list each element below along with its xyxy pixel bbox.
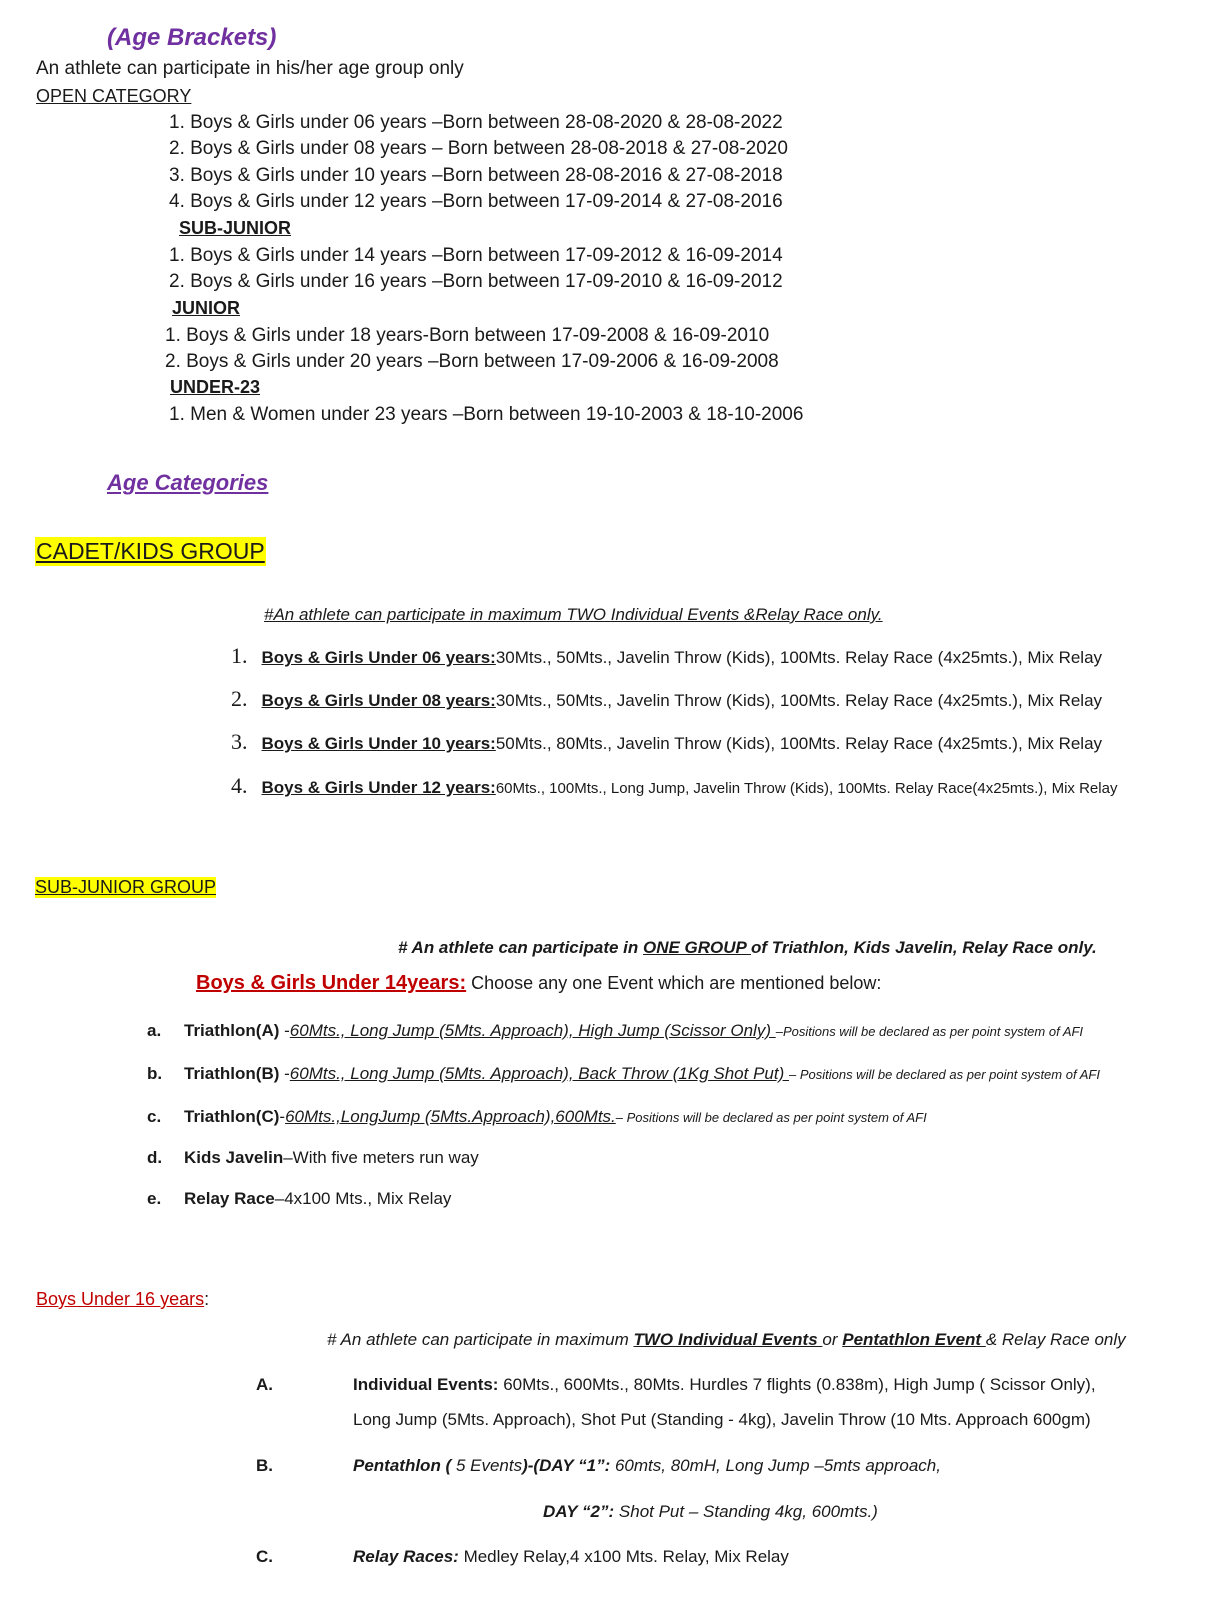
cadet-note: #An athlete can participate in maximum TWO Individual Events &Relay Race only.: [264, 605, 883, 624]
individual-events-line: [353, 1375, 1096, 1395]
note-suffix: & Relay Race only: [985, 1330, 1126, 1349]
relay-race-option: [147, 1189, 451, 1209]
option-name: Triathlon(A): [184, 1021, 280, 1040]
pentathlon-day2-text: Shot Put – Standing 4kg, 600mts.): [614, 1502, 878, 1521]
triathlon-option: [147, 1021, 1083, 1041]
u14-text: Choose any one Event which are mentioned below:: [466, 973, 882, 993]
pentathlon-day2-line: [543, 1502, 878, 1522]
boys-u16-title: Boys Under 16 years: [36, 1289, 205, 1309]
item-events: 30Mts., 50Mts., Javelin Throw (Kids), 100Mts. Relay Race (4x25mts.), Mix Relay: [495, 648, 1103, 667]
triathlon-option: [147, 1107, 927, 1127]
pentathlon-title: Pentathlon (: [353, 1456, 452, 1475]
item-group: Boys & Girls Under 08 years:: [261, 691, 496, 710]
note-or: or: [822, 1330, 843, 1349]
option-tail: – Positions will be declared as per point system of AFI: [788, 1067, 1100, 1082]
option-sep: -: [279, 1064, 290, 1083]
item-letter: C.: [256, 1547, 273, 1566]
option-events: 60Mts., Long Jump (5Mts. Approach), Back Throw (1Kg Shot Put): [289, 1064, 789, 1083]
age-brackets-intro: An athlete can participate in his/her age group only: [36, 58, 464, 79]
open-item: 1. Boys & Girls under 06 years –Born between 28-08-2020 & 28-08-2022: [169, 112, 783, 133]
boys-u16-note: [327, 1330, 1126, 1350]
subjunior-label: SUB-JUNIOR: [179, 218, 292, 238]
item-number: 2.: [231, 686, 248, 711]
under23-item: 1. Men & Women under 23 years –Born between 19-10-2003 & 18-10-2006: [169, 404, 804, 425]
pentathlon-day2-label: DAY “2”:: [543, 1502, 615, 1521]
note-prefix: # An athlete can participate in maximum: [327, 1330, 634, 1349]
option-events: 60Mts., Long Jump (5Mts. Approach), High Jump (Scissor Only): [289, 1021, 776, 1040]
u14-label: Boys & Girls Under 14years:: [196, 972, 467, 994]
option-name: Triathlon(B): [184, 1064, 280, 1083]
item-events: 30Mts., 50Mts., Javelin Throw (Kids), 100Mts. Relay Race (4x25mts.), Mix Relay: [495, 691, 1103, 710]
note-two-individual: TWO Individual Events: [633, 1330, 823, 1349]
junior-item: 1. Boys & Girls under 18 years-Born between 17-09-2008 & 16-09-2010: [165, 325, 770, 346]
option-sep: -: [279, 1107, 286, 1126]
junior-label: JUNIOR: [172, 298, 241, 318]
option-letter: d.: [147, 1148, 163, 1167]
pentathlon-day1-text: 60mts, 80mH, Long Jump –5mts approach,: [610, 1456, 941, 1475]
option-letter: b.: [147, 1064, 163, 1083]
option-name: Kids Javelin: [184, 1148, 284, 1167]
open-item: 3. Boys & Girls under 10 years –Born between 28-08-2016 & 27-08-2018: [169, 165, 783, 186]
under23-label: UNDER-23: [170, 377, 261, 397]
option-sep: -: [279, 1021, 290, 1040]
option-tail: –With five meters run way: [283, 1148, 479, 1167]
open-item: 4. Boys & Girls under 12 years –Born between 17-09-2014 & 27-08-2016: [169, 191, 783, 212]
item-group: Boys & Girls Under 12 years:: [261, 778, 496, 797]
age-categories-heading: Age Categories: [107, 470, 269, 495]
item-events: 50Mts., 80Mts., Javelin Throw (Kids), 100Mts. Relay Race (4x25mts.), Mix Relay: [495, 734, 1103, 753]
note-pentathlon: Pentathlon Event: [842, 1330, 986, 1349]
item-number: 4.: [231, 773, 248, 798]
individual-events-text: 60Mts., 600Mts., 80Mts. Hurdles 7 flights (0.838m), High Jump ( Scissor Only),: [498, 1375, 1096, 1394]
open-category-label: OPEN CATEGORY: [36, 86, 192, 106]
relay-races-line: [353, 1547, 789, 1567]
note-group: ONE GROUP: [643, 938, 751, 957]
option-letter: e.: [147, 1189, 162, 1208]
pentathlon-line: [353, 1456, 941, 1476]
option-letter: a.: [147, 1021, 162, 1040]
relay-races-text: Medley Relay,4 x100 Mts. Relay, Mix Relay: [458, 1547, 789, 1566]
individual-events-title: Individual Events:: [353, 1375, 499, 1394]
kids-javelin-option: [147, 1148, 479, 1168]
option-letter: c.: [147, 1107, 162, 1126]
relay-races-title: Relay Races:: [353, 1547, 459, 1566]
option-events: 60Mts.,LongJump (5Mts.Approach),600Mts.: [285, 1107, 616, 1126]
subjunior-note: [398, 938, 1097, 958]
option-tail: – Positions will be declared as per point system of AFI: [615, 1110, 927, 1125]
item-events: 60Mts., 100Mts., Long Jump, Javelin Throw (Kids), 100Mts. Relay Race(4x25mts.), Mix Relay: [495, 780, 1118, 797]
triathlon-option: [147, 1064, 1100, 1084]
subjunior-item: 1. Boys & Girls under 14 years –Born between 17-09-2012 & 16-09-2014: [169, 245, 783, 266]
item-group: Boys & Girls Under 06 years:: [261, 648, 496, 667]
pentathlon-day1-label: )-(DAY “1”:: [522, 1456, 611, 1475]
cadet-group-label: CADET/KIDS GROUP: [36, 538, 265, 564]
junior-item: 2. Boys & Girls under 20 years –Born between 17-09-2006 & 16-09-2008: [165, 351, 779, 372]
u14-line: [196, 972, 881, 995]
boys-u16-colon: :: [204, 1289, 210, 1309]
subjunior-group-label: SUB-JUNIOR GROUP: [35, 877, 217, 897]
item-number: 1.: [231, 643, 248, 668]
option-name: Relay Race: [184, 1189, 275, 1208]
pentathlon-events-count: 5 Events: [451, 1456, 523, 1475]
cadet-item: [231, 773, 1117, 799]
option-name: Triathlon(C): [184, 1107, 280, 1126]
item-letter: B.: [256, 1456, 273, 1475]
option-tail: –Positions will be declared as per point system of AFI: [775, 1024, 1084, 1039]
note-suffix: of Triathlon, Kids Javelin, Relay Race only.: [751, 938, 1097, 957]
note-prefix: # An athlete can participate in: [398, 938, 643, 957]
cadet-item: [231, 729, 1102, 755]
cadet-item: [231, 643, 1102, 669]
cadet-item: [231, 686, 1102, 712]
age-brackets-heading: (Age Brackets): [107, 24, 277, 51]
open-item: 2. Boys & Girls under 08 years – Born between 28-08-2018 & 27-08-2020: [169, 138, 788, 159]
subjunior-item: 2. Boys & Girls under 16 years –Born between 17-09-2010 & 16-09-2012: [169, 271, 783, 292]
item-group: Boys & Girls Under 10 years:: [261, 734, 496, 753]
item-letter: A.: [256, 1375, 273, 1394]
boys-u16-label: [36, 1289, 209, 1310]
option-tail: –4x100 Mts., Mix Relay: [274, 1189, 452, 1208]
individual-events-line2: Long Jump (5Mts. Approach), Shot Put (Standing - 4kg), Javelin Throw (10 Mts. Approach 600gm): [353, 1410, 1091, 1429]
item-number: 3.: [231, 729, 248, 754]
